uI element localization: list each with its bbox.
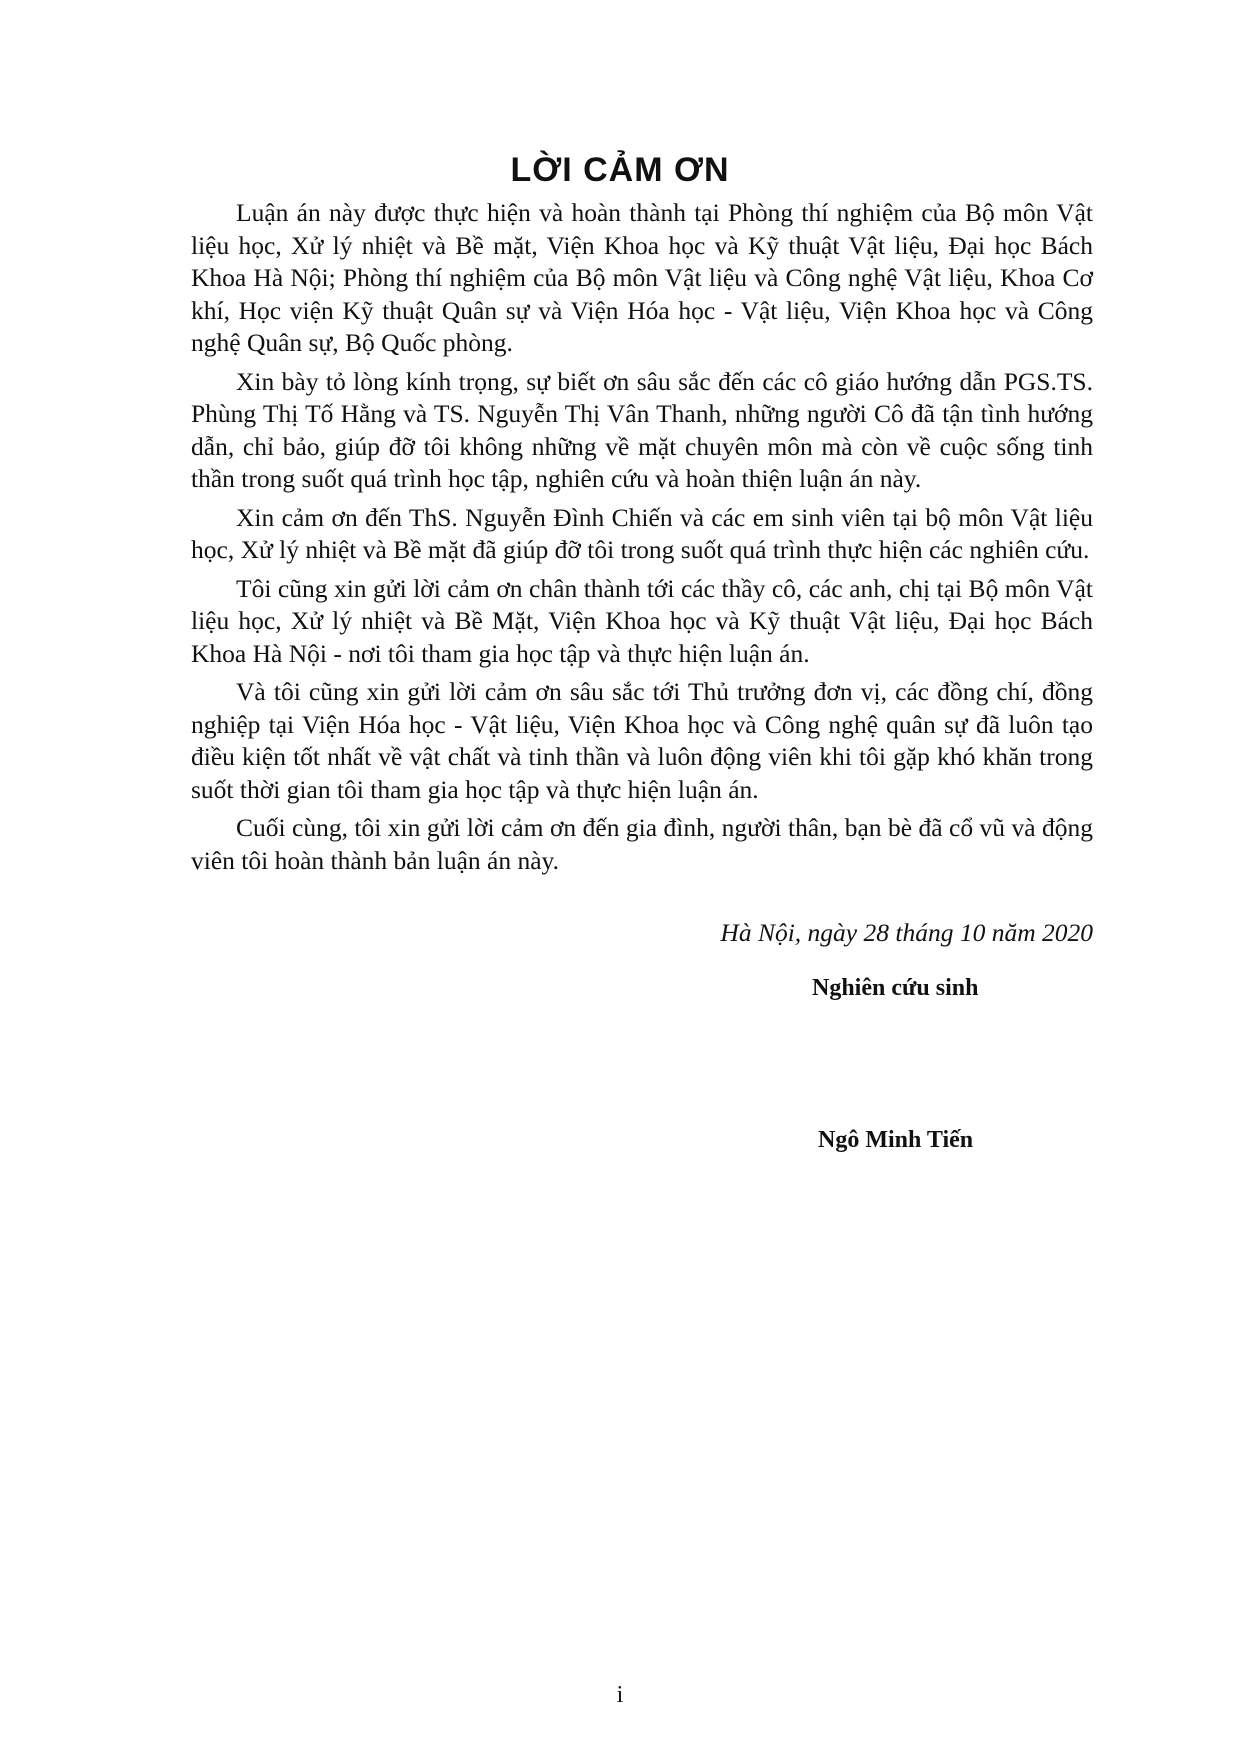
acknowledgement-body [191,197,1093,883]
signer-role: Nghiên cứu sinh [812,975,979,1001]
page-title: LỜI CẢM ƠN [510,151,730,189]
paragraph: Xin cảm ơn đến ThS. Nguyễn Đình Chiến và các em sinh viên tại bộ môn Vật liệu học, Xử lý nhiệt và Bề mặt đã giúp đỡ tôi trong suốt quá trình thực hiện các nghiên cứu. [191,502,1093,564]
date-line: Hà Nội, ngày 28 tháng 10 năm 2020 [720,918,1093,947]
paragraph: Tôi cũng xin gửi lời cảm ơn chân thành tới các thầy cô, các anh, chị tại Bộ môn Vật liệu học, Xử lý nhiệt và Bề Mặt, Viện Khoa học và Kỹ thuật Vật liệu, Đại học Bách Khoa Hà Nội - nơi tôi tham gia học tập và thực hiện luận án. [191,573,1093,668]
paragraph: Xin bày tỏ lòng kính trọng, sự biết ơn sâu sắc đến các cô giáo hướng dẫn PGS.TS. Phùng Thị Tố Hằng và TS. Nguyễn Thị Vân Thanh, những người Cô đã tận tình hướng dẫn, chỉ bảo, giúp đỡ tôi không những về mặt chuyên môn mà còn về cuộc sống tinh thần trong suốt quá trình học tập, nghiên cứu và hoàn thiện luận án này. [191,366,1093,493]
paragraph: Luận án này được thực hiện và hoàn thành tại Phòng thí nghiệm của Bộ môn Vật liệu học, Xử lý nhiệt và Bề mặt, Viện Khoa học và Kỹ thuật Vật liệu, Đại học Bách Khoa Hà Nội; Phòng thí nghiệm của Bộ môn Vật liệu và Công nghệ Vật liệu, Khoa Cơ khí, Học viện Kỹ thuật Quân sự và Viện Hóa học - Vật liệu, Viện Khoa học và Công nghệ Quân sự, Bộ Quốc phòng. [191,198,1093,357]
page-number: i [616,1682,624,1708]
signer-name: Ngô Minh Tiến [818,1127,974,1153]
paragraph: Và tôi cũng xin gửi lời cảm ơn sâu sắc tới Thủ trưởng đơn vị, các đồng chí, đồng nghiệp tại Viện Hóa học - Vật liệu, Viện Khoa học và Công nghệ quân sự đã luôn tạo điều kiện tốt nhất về vật chất và tinh thần và luôn động viên khi tôi gặp khó khăn trong suốt thời gian tôi tham gia học tập và thực hiện luận án. [191,677,1093,804]
paragraph: Cuối cùng, tôi xin gửi lời cảm ơn đến gia đình, người thân, bạn bè đã cổ vũ và động viên tôi hoàn thành bản luận án này. [191,813,1093,875]
